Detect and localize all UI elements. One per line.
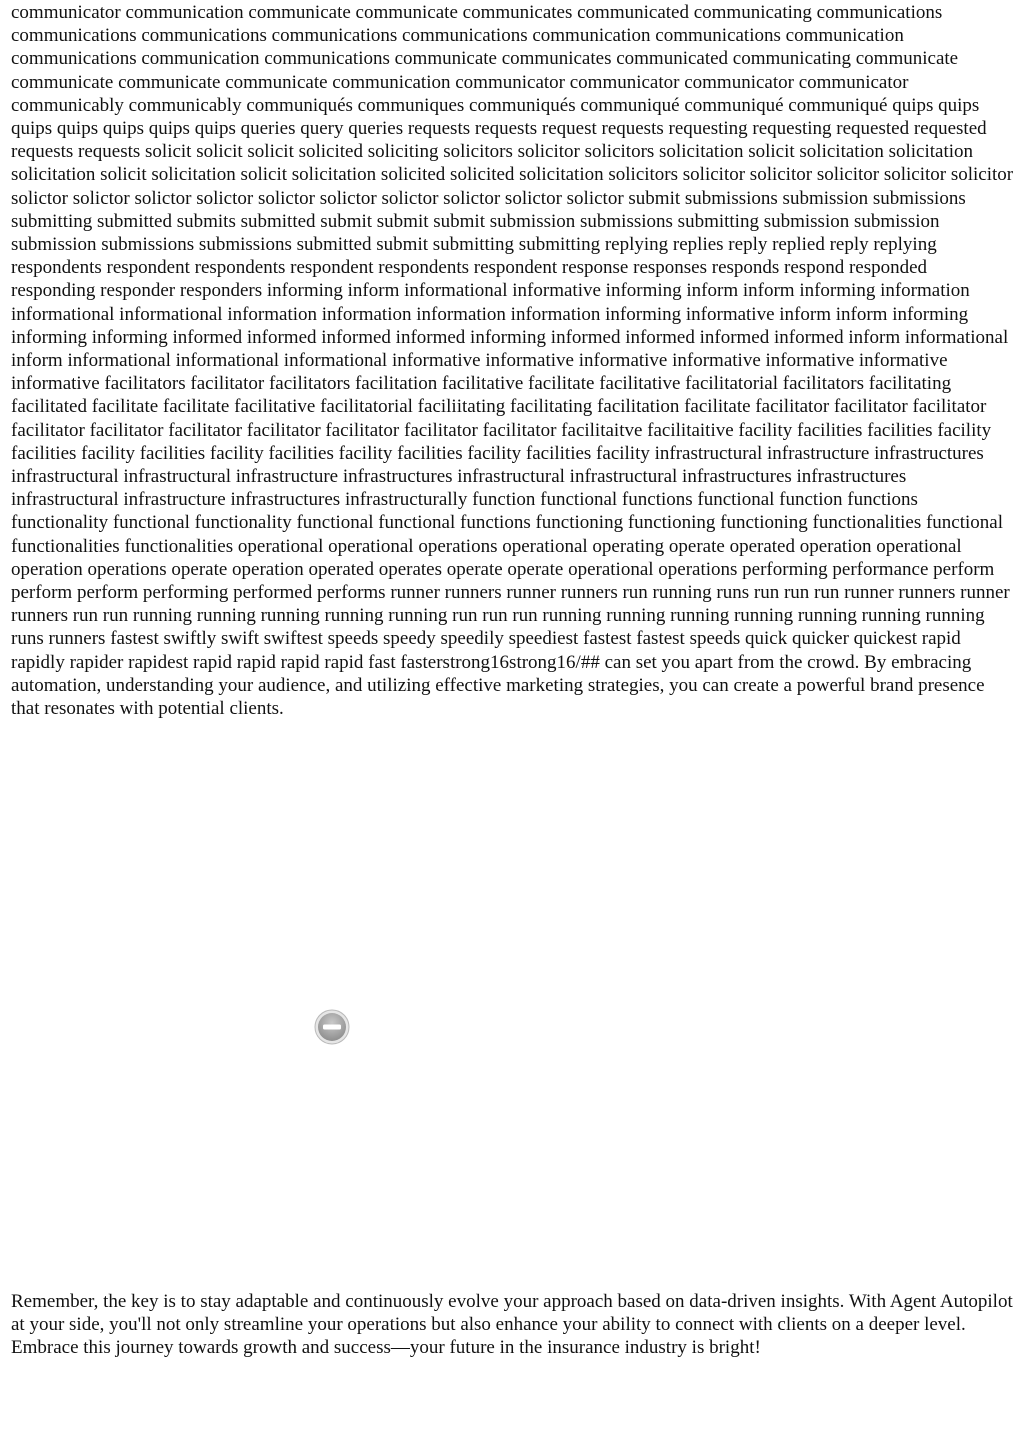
body-paragraph-1: communicator communication communicate communicate communicates communicated communicating communications communications communications communications communications communication communications communication communications communication communications communicate communicates communicated communicating communicate communicate communicate communicate communication communicator communicator communicator communicator communicably communicably communiqués communiques communiqués communiqué communiqué communiqué quips quips quips quips quips quips quips queries query queries requests requests request requests requesting requesting requested requested requests requests solicit solicit solicit solicited soliciting solicitors solicitor solicitors solicitation solicit solicitation solicitation solicitation solicit solicitation solicit solicitation solicited solicited solicitation solicitors solicitor solicitor solicitor solicitor solicitor solictor solictor solictor solictor solictor solictor solictor solictor solictor solictor submit submissions submission submissions submitting submitted submits submitted submit submit submit submission submissions submitting submission submission submission submissions submissions submitted submit submitting submitting replying replies reply replied reply replying respondents respondent respondents respondent respondents respondent response responses responds respond responded responding responder responders informing inform informational informative informing inform inform informing information informational informational information information information information informing informative inform inform informing informing informing informed informed informed informed informing informed informed informed informed inform informational inform informational informational informational informative informative informative informative informative informative informative facilitators facilitator facilitators facilitation facilitative facilitate facilitative facilitatorial facilitators facilitating facilitated facilitate facilitate facilitative facilitatorial faciliitating facilitating facilitation facilitate facilitator facilitator facilitator facilitator facilitator facilitator facilitator facilitator facilitator facilitator facilitaitve facilitaitive facility facilities facilities facility facilities facility facilities facility facilities facility facilities facility facilities facility infrastructural infrastructure infrastructures infrastructural infrastructural infrastructure infrastructures infrastructural infrastructural infrastructures infrastructures infrastructural infrastructure infrastructures infrastructurally function functional functions functional function functions functionality functional functionality functional functional functions functioning functioning functioning functionalities functional functionalities functionalities operational operational operations operational operating operate operated operation operational operation operations operate operation operated operates operate operate operational operations performing performance perform perform perform performing performed performs runner runners runner runners run running runs run run run runner runners runner runners run run running running running running running run run run running running running running running running running runs runners fastest swiftly swift swiftest speeds speedy speedily speediest fastest fastest speeds quick quicker quickest rapid rapidly rapider rapidest rapid rapid rapid rapid fast fasterstrong16strong16/## can set you apart from the crowd. By embracing automation, understanding your audience, and utilizing effective marketing strategies, you can create a powerful brand presence that resonates with potential clients. (11, 2, 1014, 720)
body-paragraph-2: Remember, the key is to stay adaptable and continuously evolve your approach based on data-driven insights. With Agent Autopilot at your side, you'll not only streamline your operations but also enhance your ability to connect with clients on a deeper level. Embrace this journey towards growth and success—your future in the insurance industry is bright! (11, 1291, 1013, 1359)
missing-plugin-icon (314, 1009, 350, 1045)
